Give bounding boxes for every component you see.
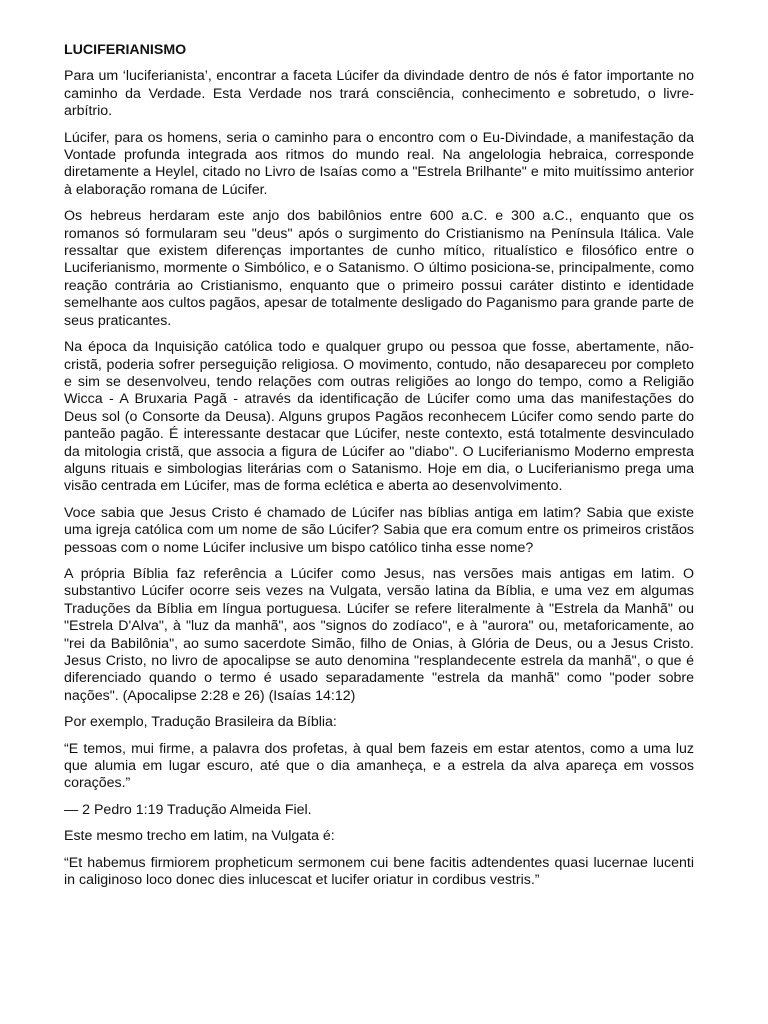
paragraph-inquisition: Na época da Inquisição católica todo e qualquer grupo ou pessoa que fosse, abertamente, não-cristã, poderia sofrer perseguição religiosa. O movimento, contudo, não desapareceu por completo e sim se desenvolveu, tendo relações com outras religiões ao longo do tempo, como a Religião Wicca - A Bruxaria Pagã - através da identificação de Lúcifer como uma das manifestações do Deus sol (o Consorte da Deusa). Alguns grupos Pagãos reconhecem Lúcifer como sendo parte do panteão pagão. É interessante destacar que Lúcifer, neste contexto, está totalmente desvinculado da mitologia cristã, que associa a figura de Lúcifer ao "diabo". O Luciferianismo Moderno empresta alguns rituais e simbologias literárias com o Satanismo. Hoje em dia, o Luciferianismo prega uma visão centrada em Lúcifer, mas de forma eclética e aberta ao desenvolvimento.: [64, 339, 694, 495]
paragraph-quote-portuguese: “E temos, mui firme, a palavra dos profetas, à qual bem fazeis em estar atentos, como a uma luz que alumia em lugar escuro, até que o dia amanheça, e a estrela da alva apareça em vossos corações.”: [64, 740, 694, 792]
document-page: [64, 42, 694, 898]
paragraph-example-intro: Por exemplo, Tradução Brasileira da Bíblia:: [64, 714, 337, 731]
paragraph-bible-reference: A própria Bíblia faz referência a Lúcifer como Jesus, nas versões mais antigas em latim. O substantivo Lúcifer ocorre seis vezes na Vulgata, versão latina da Bíblia, e uma vez em algumas Traduções da Bíblia em língua portuguesa. Lúcifer se refere literalmente à "Estrela da Manhã" ou "Estrela D'Alva", à "luz da manhã", aos "signos do zodíaco", e à "aurora" ou, metaforicamente, ao "rei da Babilônia", ao sumo sacerdote Simão, filho de Onias, à Glória de Deus, ou a Jesus Cristo. Jesus Cristo, no livro de apocalipse se auto denomina "resplandecente estrela da manhã", o que é diferenciado quando o termo é usado separadamente "estrela da manhã" como "poder sobre nações". (Apocalipse 2:28 e 26) (Isaías 14:12): [64, 565, 694, 704]
paragraph-latin-intro: Este mesmo trecho em latim, na Vulgata é:: [64, 828, 335, 845]
paragraph-intro: Para um ‘luciferianista’, encontrar a faceta Lúcifer da divindade dentro de nós é fator importante no caminho da Verdade. Esta Verdade nos trará consciência, conhecimento e sobretudo, o livre-arbítrio.: [64, 68, 694, 120]
document-title: LUCIFERIANISMO: [64, 42, 187, 58]
paragraph-quote-latin: “Et habemus firmiorem propheticum sermonem cui bene facitis adtendentes quasi lucernae lucenti in caliginoso loco donec dies inlucescat et lucifer oriatur in cordibus vestris.”: [64, 854, 694, 889]
paragraph-quote-source: — 2 Pedro 1:19 Tradução Almeida Fiel.: [64, 801, 312, 818]
paragraph-questions: Voce sabia que Jesus Cristo é chamado de Lúcifer nas bíblias antiga em latim? Sabia que existe uma igreja católica com um nome de são Lúcifer? Sabia que era comum entre os primeiros cristãos pessoas com o nome Lúcifer inclusive um bispo católico tinha esse nome?: [64, 504, 694, 556]
paragraph-lucifer-heylel: Lúcifer, para os homens, seria o caminho para o encontro com o Eu-Divindade, a manifestação da Vontade profunda integrada aos ritmos do mundo real. Na angelologia hebraica, corresponde diretamente a Heylel, citado no Livro de Isaías como a "Estrela Brilhante" e mito muitíssimo anterior à elaboração romana de Lúcifer.: [64, 129, 694, 198]
paragraph-hebrews-romans: Os hebreus herdaram este anjo dos babilônios entre 600 a.C. e 300 a.C., enquanto que os romanos só formularam seu "deus" após o surgimento do Cristianismo na Península Itálica. Vale ressaltar que existem diferenças importantes de cunho mítico, ritualístico e filosófico entre o Luciferianismo, mormente o Simbólico, e o Satanismo. O último posiciona-se, principalmente, como reação contrária ao Cristianismo, enquanto que o primeiro possui caráter distinto e identidade semelhante aos cultos pagãos, apesar de totalmente desligado do Paganismo para grande parte de seus praticantes.: [64, 208, 694, 329]
